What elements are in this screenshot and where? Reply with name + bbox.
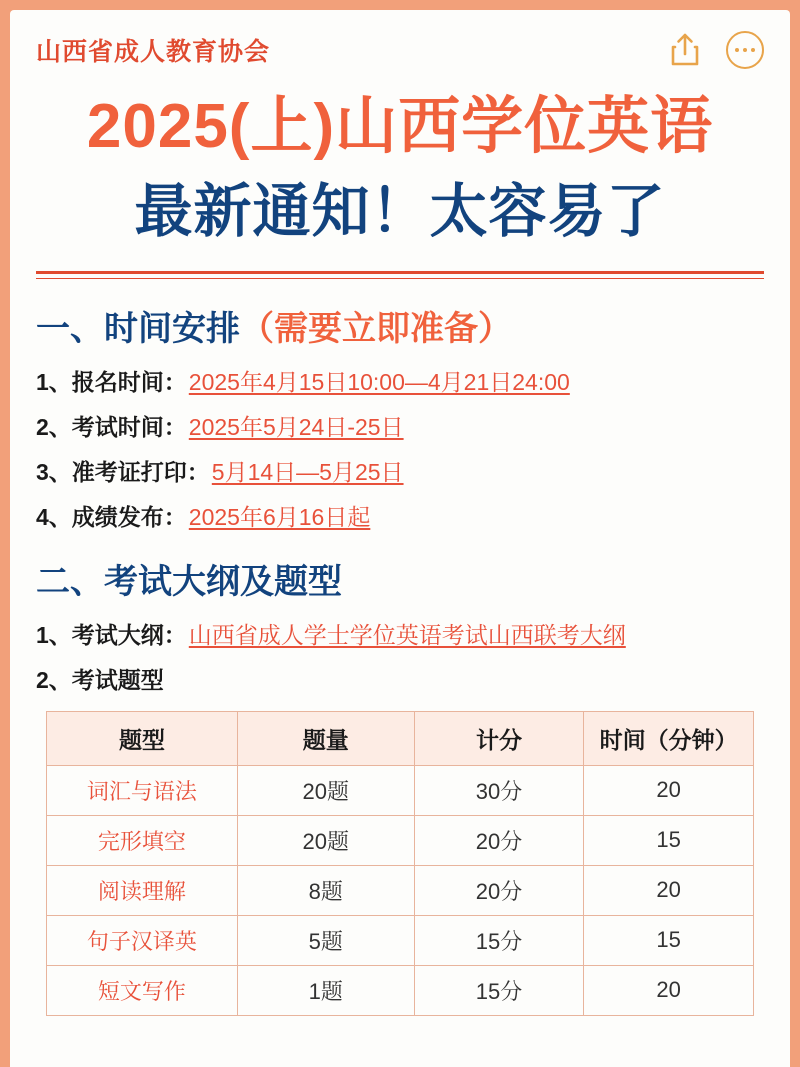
column-header: 题量 bbox=[237, 711, 414, 765]
table-row bbox=[47, 765, 754, 815]
organization-name: 山西省成人教育协会 bbox=[36, 38, 271, 66]
section-heading-accent: （需要立即准备） bbox=[240, 309, 512, 348]
cell-question-count: 20题 bbox=[237, 815, 414, 865]
section-heading-syllabus bbox=[36, 554, 764, 603]
table-row bbox=[47, 965, 754, 1015]
cell-score: 20分 bbox=[414, 865, 584, 915]
cell-score: 20分 bbox=[414, 815, 584, 865]
table-row bbox=[47, 865, 754, 915]
column-header: 题型 bbox=[47, 711, 238, 765]
page-title: 2025(上)山西学位英语 bbox=[86, 92, 714, 161]
top-bar bbox=[36, 10, 764, 82]
title-block bbox=[36, 82, 764, 249]
cell-question-count: 5题 bbox=[237, 915, 414, 965]
item-label: 3、准考证打印： bbox=[36, 458, 210, 485]
item-value: 5月14日—5月25日 bbox=[211, 458, 404, 485]
item-value: 2025年5月24日-25日 bbox=[188, 413, 404, 440]
cell-time: 20 bbox=[584, 865, 754, 915]
cell-time: 20 bbox=[584, 765, 754, 815]
cell-question-type: 完形填空 bbox=[47, 815, 238, 865]
list-item bbox=[36, 364, 764, 397]
cell-question-count: 1题 bbox=[237, 965, 414, 1015]
cell-time: 15 bbox=[584, 815, 754, 865]
cell-time: 15 bbox=[584, 915, 754, 965]
cell-time: 20 bbox=[584, 965, 754, 1015]
exam-structure-table bbox=[46, 711, 754, 1016]
cell-question-type: 阅读理解 bbox=[47, 865, 238, 915]
cell-question-type: 句子汉译英 bbox=[47, 915, 238, 965]
item-label: 2、考试题型 bbox=[36, 666, 164, 693]
exam-structure-table-wrapper bbox=[36, 711, 764, 1016]
cell-question-count: 8题 bbox=[237, 865, 414, 915]
page-subtitle: 最新通知！太容易了 bbox=[134, 178, 666, 244]
column-header: 计分 bbox=[414, 711, 584, 765]
top-icon-group bbox=[670, 31, 764, 69]
cell-question-type: 短文写作 bbox=[47, 965, 238, 1015]
column-header: 时间（分钟） bbox=[584, 711, 754, 765]
cell-question-count: 20题 bbox=[237, 765, 414, 815]
table-row bbox=[47, 915, 754, 965]
share-icon[interactable] bbox=[670, 33, 700, 67]
section-heading-text: 一、时间安排 bbox=[36, 309, 240, 348]
list-item bbox=[36, 409, 764, 442]
section-heading-schedule bbox=[36, 301, 764, 350]
item-label: 1、报名时间： bbox=[36, 368, 187, 395]
section-heading-text: 二、考试大纲及题型 bbox=[36, 562, 342, 601]
list-item bbox=[36, 499, 764, 532]
item-value: 2025年4月15日10:00—4月21日24:00 bbox=[188, 368, 570, 395]
more-options-icon[interactable] bbox=[726, 31, 764, 69]
table-header-row bbox=[47, 711, 754, 765]
item-value: 2025年6月16日起 bbox=[188, 503, 371, 530]
item-value: 山西省成人学士学位英语考试山西联考大纲 bbox=[188, 621, 626, 648]
list-item bbox=[36, 662, 764, 695]
item-label: 4、成绩发布： bbox=[36, 503, 187, 530]
cell-score: 15分 bbox=[414, 915, 584, 965]
table-row bbox=[47, 815, 754, 865]
list-item bbox=[36, 454, 764, 487]
item-label: 1、考试大纲： bbox=[36, 621, 187, 648]
note-card bbox=[10, 10, 790, 1067]
divider bbox=[36, 271, 764, 279]
cell-question-type: 词汇与语法 bbox=[47, 765, 238, 815]
item-label: 2、考试时间： bbox=[36, 413, 187, 440]
list-item bbox=[36, 617, 764, 650]
cell-score: 15分 bbox=[414, 965, 584, 1015]
cell-score: 30分 bbox=[414, 765, 584, 815]
